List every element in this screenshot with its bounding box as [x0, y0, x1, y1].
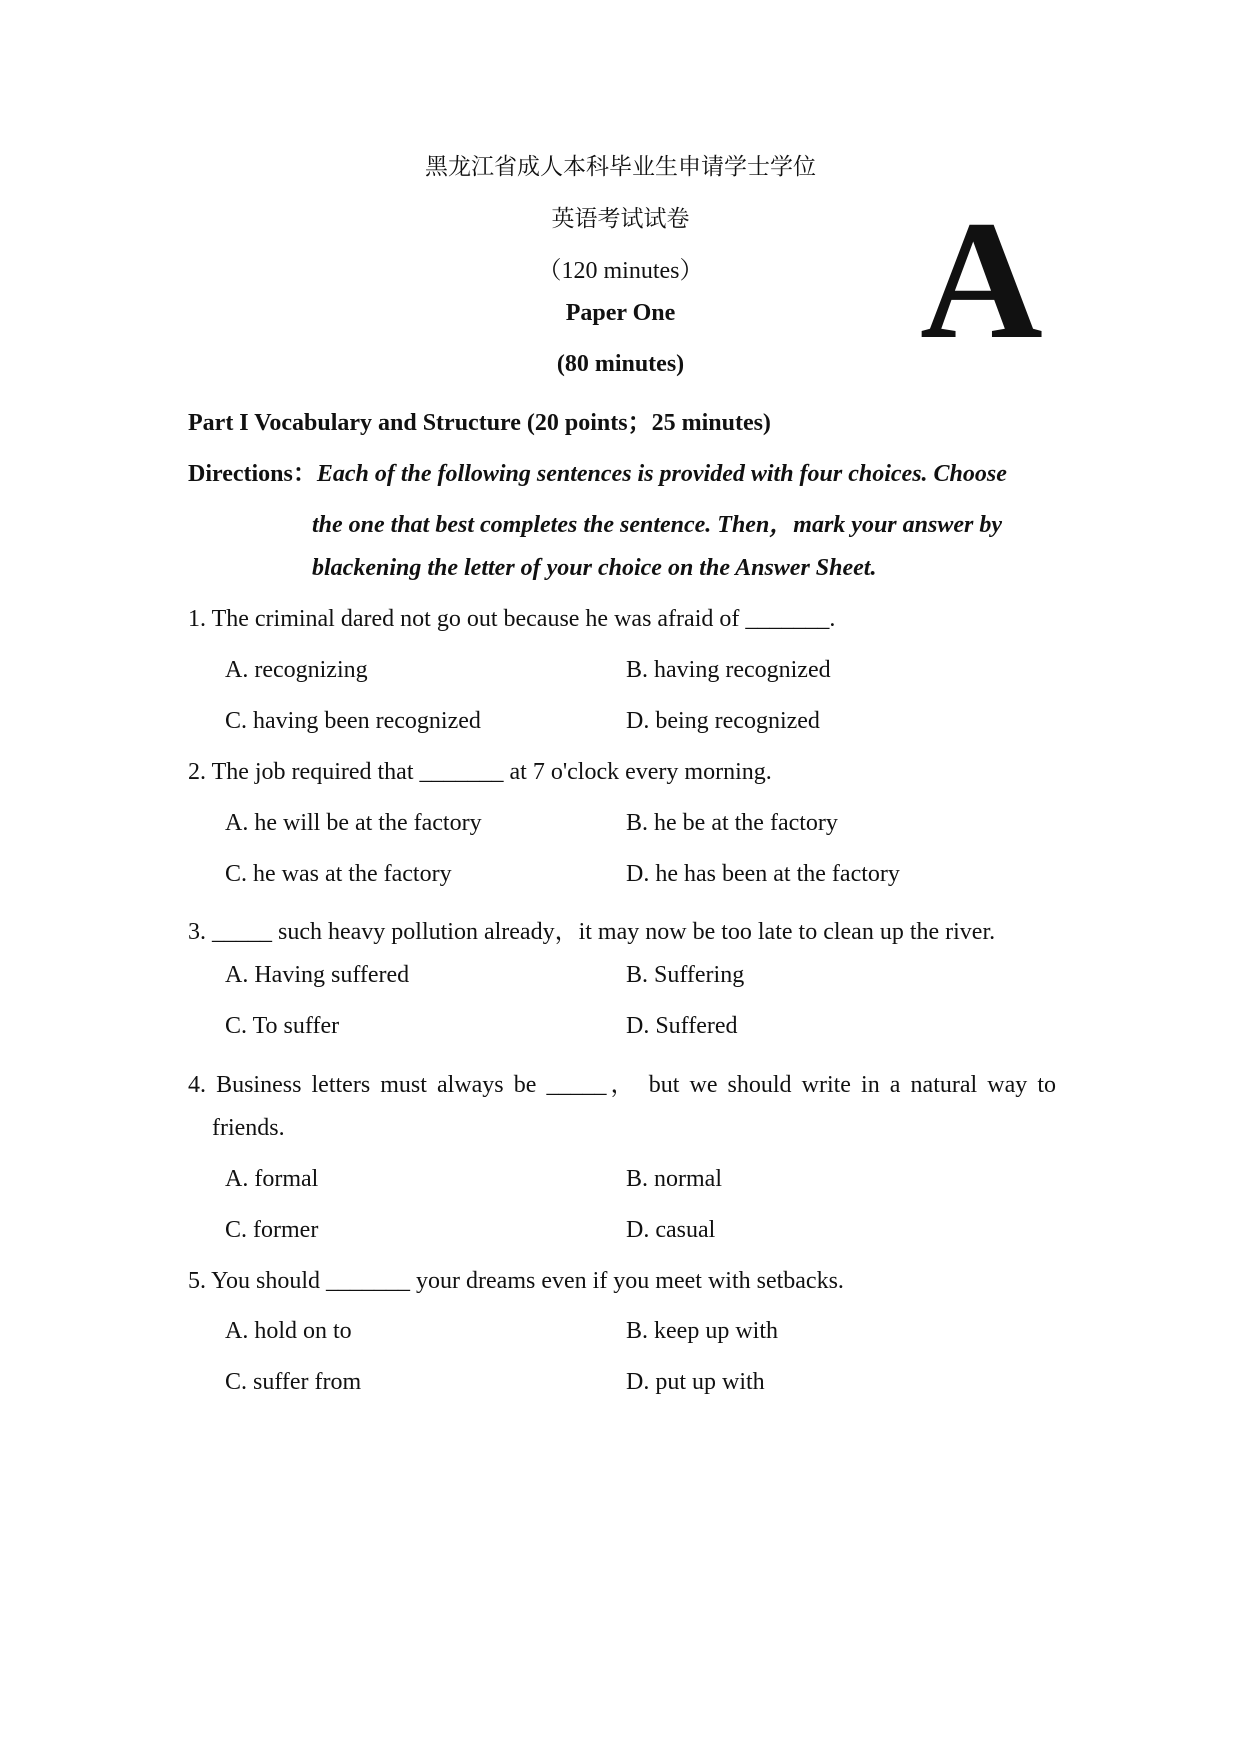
- question-5-option-a: A. hold on to: [225, 1318, 352, 1344]
- directions-line-1: [188, 453, 1007, 488]
- question-4-option-b: B. normal: [626, 1166, 722, 1192]
- question-3-option-d: D. Suffered: [626, 1013, 738, 1039]
- question-1-option-d: D. being recognized: [626, 708, 820, 734]
- question-1-option-a: A. recognizing: [225, 657, 368, 683]
- question-3-option-a: A. Having suffered: [225, 962, 410, 988]
- exam-subtitle: 英语考试试卷: [551, 206, 690, 232]
- question-4-stem: 4. Business letters must always be _____， but we should write in a natural way to: [188, 1072, 1056, 1098]
- question-4-option-a: A. formal: [225, 1166, 319, 1192]
- question-2-option-a: A. he will be at the factory: [225, 810, 482, 836]
- question-2-option-d: D. he has been at the factory: [626, 861, 900, 887]
- question-5-stem: 5. You should _______ your dreams even if you meet with setbacks.: [188, 1268, 844, 1294]
- question-4-option-d: D. casual: [626, 1217, 716, 1243]
- question-2-stem: 2. The job required that _______ at 7 o'clock every morning.: [188, 759, 772, 785]
- version-letter: A: [920, 186, 1043, 374]
- question-5-option-b: B. keep up with: [626, 1318, 778, 1344]
- question-5-option-c: C. suffer from: [225, 1369, 362, 1395]
- question-3-option-c: C. To suffer: [225, 1013, 340, 1039]
- directions-text-2: the one that best completes the sentence. Then，mark your answer by: [312, 512, 1002, 538]
- paper-title: Paper One: [565, 300, 676, 326]
- exam-duration: （120 minutes）: [537, 258, 704, 284]
- question-2-option-c: C. he was at the factory: [225, 861, 452, 887]
- question-1-option-c: C. having been recognized: [225, 708, 481, 734]
- question-1-option-b: B. having recognized: [626, 657, 831, 683]
- question-2-option-b: B. he be at the factory: [626, 810, 838, 836]
- question-4-option-c: C. former: [225, 1217, 319, 1243]
- paper-duration: (80 minutes): [556, 351, 685, 377]
- exam-title: 黑龙江省成人本科毕业生申请学士学位: [425, 154, 816, 180]
- directions-text-1: Each of the following sentences is provided with four choices. Choose: [316, 461, 1007, 487]
- part-heading: Part I Vocabulary and Structure (20 points；25 minutes): [188, 410, 771, 436]
- question-4-stem-continued: friends.: [212, 1115, 285, 1141]
- question-1-stem: 1. The criminal dared not go out because he was afraid of _______.: [188, 606, 836, 632]
- directions-label: Directions：: [188, 461, 317, 487]
- question-3-option-b: B. Suffering: [626, 962, 745, 988]
- directions-text-3: blackening the letter of your choice on the Answer Sheet.: [312, 555, 877, 581]
- question-3-stem: 3. _____ such heavy pollution already，it may now be too late to clean up the river.: [188, 919, 996, 945]
- question-5-option-d: D. put up with: [626, 1369, 765, 1395]
